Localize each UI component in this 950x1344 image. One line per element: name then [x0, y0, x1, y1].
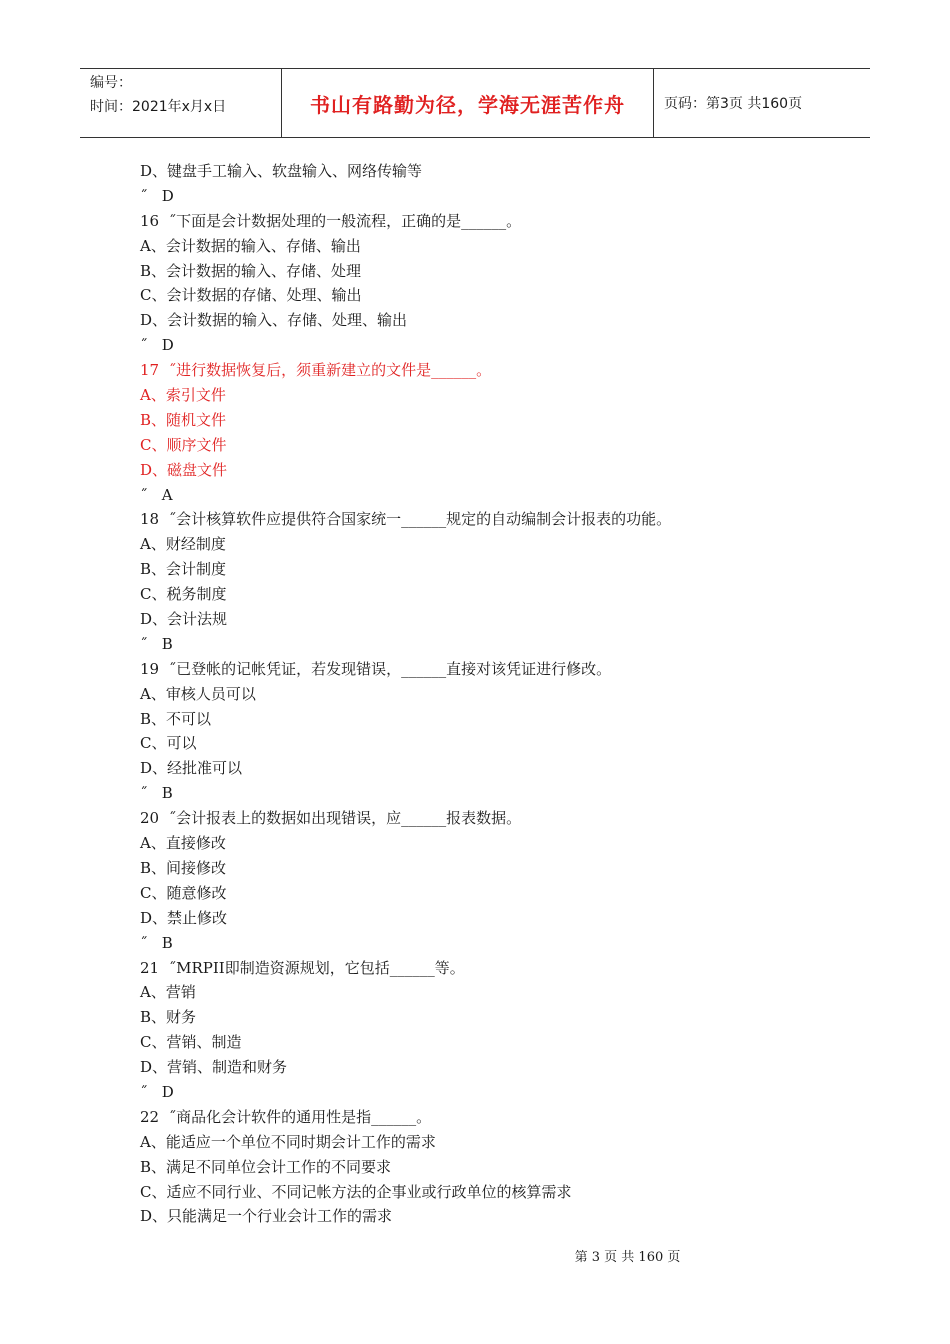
text-line: D、键盘手工输入、软盘输入、网络传输等: [140, 162, 423, 180]
text-line: 18 ˝会计核算软件应提供符合国家统一______规定的自动编制会计报表的功能。: [140, 510, 672, 529]
text-line: B、会计制度: [140, 560, 227, 579]
text-line: ˝ B: [140, 933, 173, 952]
text-line: C、会计数据的存储、处理、输出: [140, 286, 362, 305]
text-line: ˝ B: [140, 634, 173, 653]
text-line: A、能适应一个单位不同时期会计工作的需求: [140, 1132, 436, 1151]
text-line: 22 ˝商品化会计软件的通用性是指______。: [140, 1107, 432, 1126]
text-line: 17 ˝进行数据恢复后，须重新建立的文件是______。: [140, 361, 492, 380]
text-line: C、税务制度: [140, 585, 227, 604]
text-line: ˝ D: [140, 336, 174, 355]
text-line: 16 ˝下面是会计数据处理的一般流程，正确的是______。: [140, 211, 522, 230]
text-line: C、适应不同行业、不同记帐方法的企事业或行政单位的核算需求: [140, 1182, 572, 1201]
text-line: A、财经制度: [140, 535, 226, 554]
text-line: 20 ˝会计报表上的数据如出现错误，应______报表数据。: [140, 809, 522, 828]
header-motto: 书山有路勤为径，学海无涯苦作舟: [310, 92, 625, 117]
text-line: ˝ D: [140, 186, 174, 205]
doc-number-label: 编号：: [90, 75, 132, 91]
text-line: A、直接修改: [140, 834, 226, 853]
text-line: C、随意修改: [140, 883, 227, 902]
text-line: A、会计数据的输入、存储、输出: [140, 236, 361, 255]
page-footer: 第 3 页 共 160 页: [574, 1250, 681, 1265]
text-line: ˝ B: [140, 784, 173, 803]
question-list: [140, 159, 840, 1229]
header-page-info: 页码：第3页 共160页: [664, 96, 803, 112]
text-line: B、随机文件: [140, 410, 227, 429]
text-line: D、会计法规: [140, 610, 228, 629]
header-page-info-cell: [654, 69, 870, 137]
text-line: B、会计数据的输入、存储、处理: [140, 261, 362, 280]
text-line: A、索引文件: [140, 386, 226, 405]
text-line: 21 ˝MRPII即制造资源规划，它包括______等。: [140, 958, 465, 977]
text-line: B、满足不同单位会计工作的不同要求: [140, 1157, 392, 1176]
text-line: 19 ˝已登帐的记帐凭证，若发现错误，______直接对该凭证进行修改。: [140, 659, 612, 678]
text-line: D、营销、制造和财务: [140, 1058, 288, 1077]
text-line: B、财务: [140, 1008, 197, 1027]
text-line: A、营销: [140, 983, 196, 1002]
text-line: ˝ A: [140, 485, 173, 504]
text-line: D、经批准可以: [140, 759, 243, 778]
text-line: C、可以: [140, 734, 197, 753]
header-motto-cell: [282, 69, 654, 137]
text-line: D、只能满足一个行业会计工作的需求: [140, 1207, 393, 1226]
text-line: D、禁止修改: [140, 908, 228, 927]
page-header: [80, 68, 870, 138]
text-line: B、间接修改: [140, 858, 227, 877]
header-meta: [80, 69, 282, 137]
text-line: C、营销、制造: [140, 1033, 242, 1052]
doc-time-label: 时间：2021年x月x日: [90, 99, 227, 115]
text-line: A、审核人员可以: [140, 684, 256, 703]
text-line: B、不可以: [140, 709, 212, 728]
text-line: D、会计数据的输入、存储、处理、输出: [140, 311, 408, 330]
text-line: C、顺序文件: [140, 435, 227, 454]
text-line: D、磁盘文件: [140, 460, 228, 479]
text-line: ˝ D: [140, 1082, 174, 1101]
